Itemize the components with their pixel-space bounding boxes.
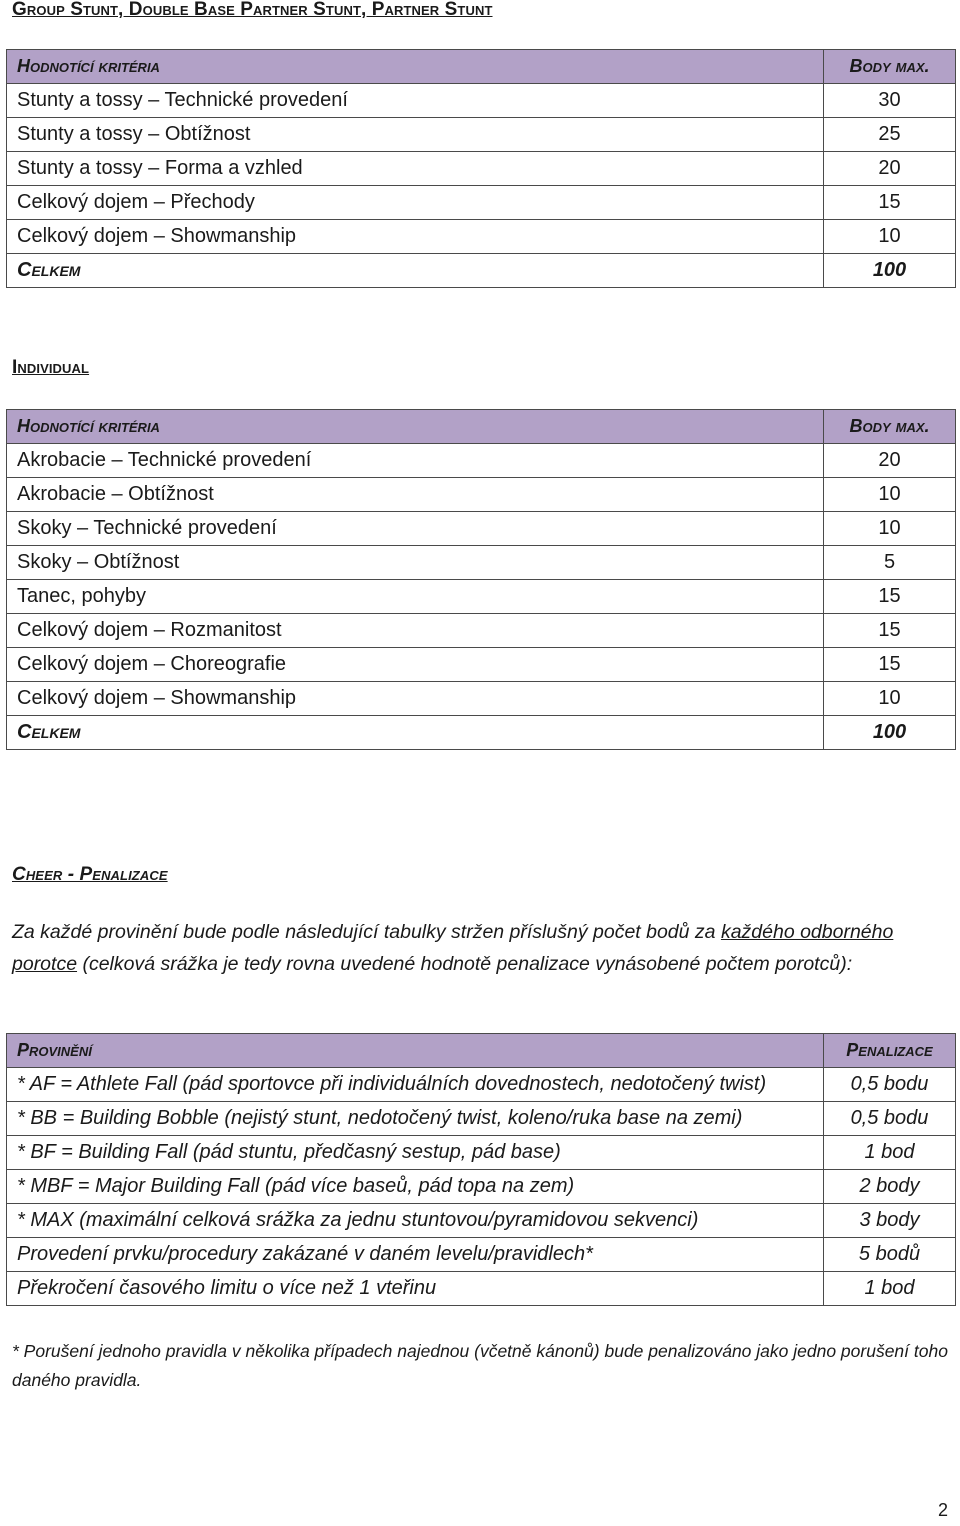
row-label: Překročení časového limitu o více než 1 vteřinu <box>7 1272 824 1306</box>
header-criteria: Hodnotící kritéria <box>7 50 824 84</box>
table-header-row <box>7 410 956 444</box>
intro-text-underlined: každého odborného porotce <box>12 921 894 975</box>
table-row <box>7 118 956 152</box>
table-row <box>7 186 956 220</box>
table-header-row <box>7 50 956 84</box>
table-row <box>7 682 956 716</box>
table-row <box>7 444 956 478</box>
row-label: Provedení prvku/procedury zakázané v daném levelu/pravidlech* <box>7 1238 824 1272</box>
table-row <box>7 512 956 546</box>
row-value: 15 <box>824 614 956 648</box>
row-value: 10 <box>824 220 956 254</box>
table-row <box>7 152 956 186</box>
row-label: Celkový dojem – Showmanship <box>7 220 824 254</box>
header-criteria: Hodnotící kritéria <box>7 410 824 444</box>
intro-text-1: Za každé provinění bude podle následující tabulky stržen příslušný počet bodů za <box>12 921 721 943</box>
row-label: Stunty a tossy – Technické provedení <box>7 84 824 118</box>
row-label: Tanec, pohyby <box>7 580 824 614</box>
row-label: Skoky – Technické provedení <box>7 512 824 546</box>
individual-criteria-table <box>6 409 956 750</box>
row-label: Celkový dojem – Rozmanitost <box>7 614 824 648</box>
row-value: 20 <box>824 444 956 478</box>
header-points: Penalizace <box>824 1034 956 1068</box>
total-label: Celkem <box>7 716 824 750</box>
table-row <box>7 1204 956 1238</box>
row-label: Akrobacie – Obtížnost <box>7 478 824 512</box>
table-row <box>7 84 956 118</box>
row-value: 20 <box>824 152 956 186</box>
table-row <box>7 614 956 648</box>
row-value: 25 <box>824 118 956 152</box>
table-row <box>7 546 956 580</box>
row-value: 0,5 bodu <box>824 1102 956 1136</box>
total-label: Celkem <box>7 254 824 288</box>
row-value: 5 <box>824 546 956 580</box>
page-number: 2 <box>937 1500 948 1520</box>
intro-text-2: (celková srážka je tedy rovna uvedené hodnotě penalizace vynásobené počtem porotců): <box>77 953 853 975</box>
table-row <box>7 220 956 254</box>
row-value: 2 body <box>824 1170 956 1204</box>
row-value: 1 bod <box>824 1272 956 1306</box>
row-value: 1 bod <box>824 1136 956 1170</box>
penalties-intro <box>12 916 948 980</box>
table-row <box>7 648 956 682</box>
section-title-individual: Individual <box>12 357 90 378</box>
row-label: Skoky – Obtížnost <box>7 546 824 580</box>
penalties-footnote: * Porušení jednoho pravidla v několika případech najednou (včetně kánonů) bude penalizováno jako jedno porušení toho daného pravidla. <box>12 1341 948 1390</box>
row-label: Stunty a tossy – Obtížnost <box>7 118 824 152</box>
table-row <box>7 1272 956 1306</box>
row-value: 15 <box>824 580 956 614</box>
row-label: Stunty a tossy – Forma a vzhled <box>7 152 824 186</box>
row-label: Celkový dojem – Přechody <box>7 186 824 220</box>
table-header-row <box>7 1034 956 1068</box>
row-label: * MAX (maximální celková srážka za jednu stuntovou/pyramidovou sekvenci) <box>7 1204 824 1238</box>
row-value: 15 <box>824 648 956 682</box>
header-points: Body max. <box>824 410 956 444</box>
table-row <box>7 478 956 512</box>
row-value: 3 body <box>824 1204 956 1238</box>
penalties-table <box>6 1033 956 1306</box>
header-criteria: Provinění <box>7 1034 824 1068</box>
total-row <box>7 716 956 750</box>
row-value: 10 <box>824 682 956 716</box>
total-value: 100 <box>824 254 956 288</box>
row-value: 10 <box>824 512 956 546</box>
table-row <box>7 1170 956 1204</box>
table-row <box>7 1102 956 1136</box>
table-row <box>7 580 956 614</box>
row-label: * BB = Building Bobble (nejistý stunt, nedotočený twist, koleno/ruka base na zemi) <box>7 1102 824 1136</box>
group-criteria-table <box>6 49 956 288</box>
table-row <box>7 1136 956 1170</box>
row-label: Celkový dojem – Showmanship <box>7 682 824 716</box>
row-value: 0,5 bodu <box>824 1068 956 1102</box>
row-value: 30 <box>824 84 956 118</box>
table-row <box>7 1068 956 1102</box>
section-title-group-stunt: Group Stunt, Double Base Partner Stunt, Partner Stunt <box>12 0 493 20</box>
row-label: Celkový dojem – Choreografie <box>7 648 824 682</box>
row-value: 5 bodů <box>824 1238 956 1272</box>
row-value: 15 <box>824 186 956 220</box>
header-points: Body max. <box>824 50 956 84</box>
row-label: * BF = Building Fall (pád stuntu, předčasný sestup, pád base) <box>7 1136 824 1170</box>
row-label: Akrobacie – Technické provedení <box>7 444 824 478</box>
row-label: * MBF = Major Building Fall (pád více baseů, pád topa na zem) <box>7 1170 824 1204</box>
total-value: 100 <box>824 716 956 750</box>
row-value: 10 <box>824 478 956 512</box>
total-row <box>7 254 956 288</box>
row-label: * AF = Athlete Fall (pád sportovce při individuálních dovednostech, nedotočený twist) <box>7 1068 824 1102</box>
section-title-penalties: Cheer - Penalizace <box>12 864 168 885</box>
table-row <box>7 1238 956 1272</box>
